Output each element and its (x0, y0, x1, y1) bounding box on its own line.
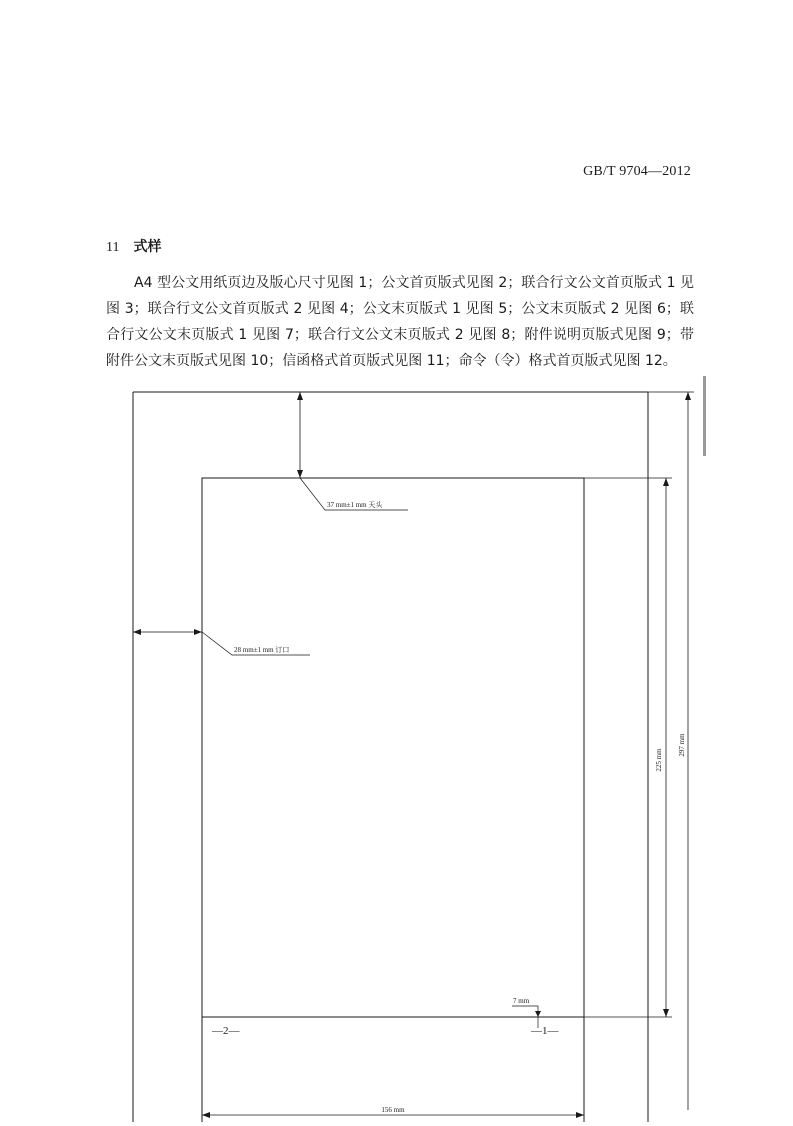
page-number-offset-arrow (535, 1011, 541, 1017)
page-height-arrow-up (685, 392, 691, 400)
top-margin-label: 37 mm±1 mm 天头 (327, 501, 383, 509)
section-number: 11 (106, 240, 120, 255)
body-width-arrow-left (202, 1112, 210, 1118)
body-height-label: 225 mm (655, 748, 663, 772)
body-paragraph: A4 型公文用纸页边及版心尺寸见图 1；公文首页版式见图 2；联合行文公文首页版式 1 见图 3；联合行文公文首页版式 2 见图 4；公文末页版式 1 见图 5；公文末页版式 2 见图 6；联合行文公文末页版式 1 见图 7；联合行文公文末页版式 2 见图 8；附件说明页版式见图 9；带附件公文末页版式见图 10；信函格式首页版式见图 11；命令（令）格式首页版式见图 12。 (106, 275, 694, 369)
body-width-arrow-right (576, 1112, 584, 1118)
page-number-left: —2— (212, 1025, 240, 1037)
type-area-rect (202, 478, 584, 1017)
left-margin-arrow-left (133, 629, 141, 635)
page-height-label: 297 mm (678, 733, 686, 757)
standard-number: GB/T 9704—2012 (583, 164, 691, 179)
section-title: 式样 (133, 239, 162, 255)
body-height-arrow-down (663, 1009, 669, 1017)
page-number-right: —1— (531, 1025, 559, 1037)
scan-edge-mark (703, 376, 706, 456)
body-width-label: 156 mm (381, 1106, 405, 1114)
left-margin-arrow-right (194, 629, 202, 635)
page-number-offset-label: 7 mm (513, 997, 530, 1005)
top-margin-arrow-up (297, 392, 303, 400)
body-height-arrow-up (663, 478, 669, 486)
left-margin-label: 28 mm±1 mm 订口 (234, 646, 290, 654)
top-margin-arrow-down (297, 470, 303, 478)
